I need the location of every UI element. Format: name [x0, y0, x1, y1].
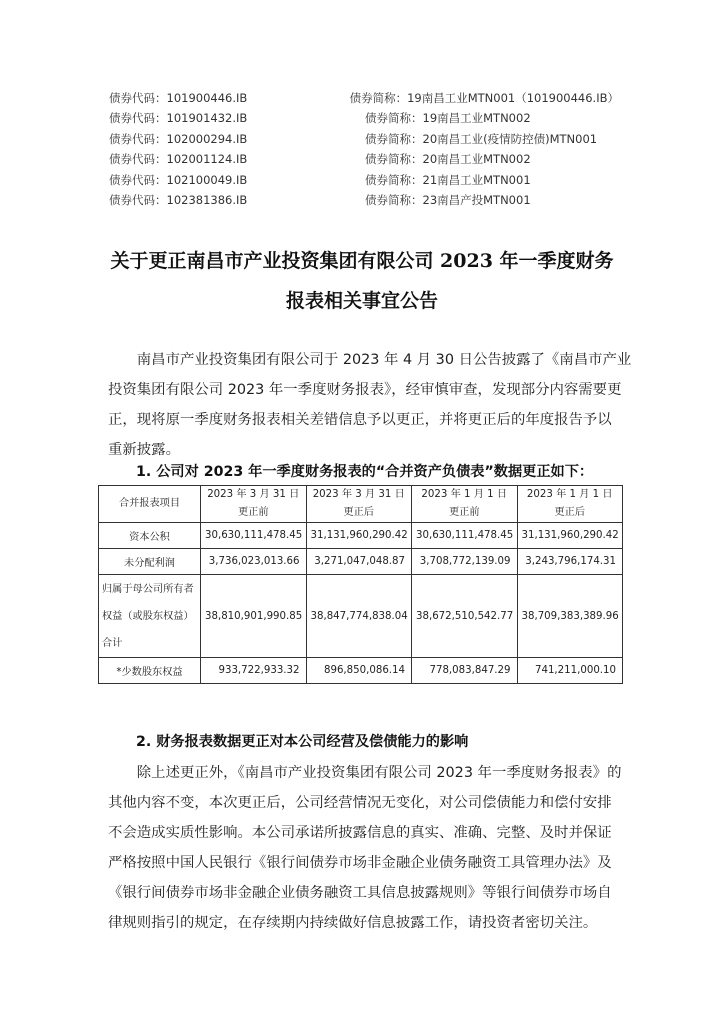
section-1-heading: 1. 公司对 2023 年一季度财务报表的“合并资产负债表”数据更正如下：	[136, 464, 594, 480]
header-status: 更正后	[554, 507, 586, 518]
row-item: 未分配利润	[99, 549, 201, 575]
bond-short-name: 债券简称：20南昌工业MTN002	[365, 152, 531, 167]
value-cell: 30,630,111,478.45	[412, 523, 518, 549]
section-2-paragraph	[108, 758, 622, 938]
bond-short-name: 债券简称：21南昌工业MTN001	[365, 172, 531, 187]
value-cell: 3,243,796,174.31	[517, 549, 623, 575]
header-cell	[412, 486, 518, 523]
paragraph-line: 律规则指引的规定，在存续期内持续做好信息披露工作，请投资者密切关注。	[108, 915, 598, 931]
bond-short-name: 债券简称：20南昌工业(疫情防控债)MTN001	[365, 131, 598, 146]
bond-code: 债券代码：102000294.IB	[109, 131, 248, 146]
value-cell: 3,271,047,048.87	[306, 549, 412, 575]
paragraph-line: 重新披露。	[108, 442, 180, 458]
bond-short-name: 债券简称：19南昌工业MTN002	[365, 111, 531, 126]
table-row	[99, 575, 623, 658]
row-item: 归属于母公司所有者权益（或股东权益）合计	[99, 575, 201, 658]
value-cell: 933,722,933.32	[201, 658, 307, 684]
value-cell: 38,709,383,389.96	[517, 575, 623, 658]
header-cell	[201, 486, 307, 523]
value-cell: 31,131,960,290.42	[306, 523, 412, 549]
bond-short-name: 债券简称：23南昌产投MTN001	[365, 192, 531, 207]
value-cell: 896,850,086.14	[306, 658, 412, 684]
header-date: 2023 年 3 月 31 日	[312, 489, 405, 500]
value-cell: 30,630,111,478.45	[201, 523, 307, 549]
value-cell: 38,672,510,542.77	[412, 575, 518, 658]
header-status: 更正后	[343, 507, 375, 518]
bond-code: 债券代码：102381386.IB	[109, 192, 248, 207]
header-date: 2023 年 3 月 31 日	[207, 489, 300, 500]
row-item: *少数股东权益	[99, 658, 201, 684]
value-cell: 778,083,847.29	[412, 658, 518, 684]
bond-code-row	[109, 129, 619, 149]
document-title-line-2: 报表相关事宜公告	[285, 290, 438, 312]
value-cell: 38,810,901,990.85	[201, 575, 307, 658]
header-item: 合并报表项目	[99, 486, 201, 523]
balance-sheet-correction-table	[98, 485, 623, 684]
paragraph-line: 严格按照中国人民银行《银行间债券市场非金融企业债务融资工具管理办法》及	[108, 855, 612, 871]
header-status: 更正前	[448, 507, 480, 518]
bond-code: 债券代码：101900446.IB	[109, 91, 248, 105]
bond-code-row	[109, 149, 619, 169]
table-header-row	[99, 486, 623, 523]
value-cell: 3,736,023,013.66	[201, 549, 307, 575]
header-date: 2023 年 1 月 1 日	[421, 489, 508, 500]
bond-code-row	[109, 190, 619, 210]
header-status: 更正前	[237, 507, 269, 518]
header-cell	[517, 486, 623, 523]
paragraph-line: 其他内容不变，本次更正后，公司经营情况无变化，对公司偿债能力和偿付安排	[108, 795, 612, 811]
bond-code-row	[109, 88, 619, 108]
section-2-heading: 2. 财务报表数据更正对本公司经营及偿债能力的影响	[136, 734, 469, 750]
value-cell: 38,847,774,838.04	[306, 575, 412, 658]
intro-paragraph	[108, 345, 632, 465]
paragraph-line: 《银行间债券市场非金融企业债务融资工具信息披露规则》等银行间债券市场自	[108, 885, 612, 901]
bond-short-name: 债券简称：19南昌工业MTN001（101900446.IB）	[349, 91, 619, 105]
table-row	[99, 658, 623, 684]
paragraph-line: 除上述更正外，《南昌市产业投资集团有限公司 2023 年一季度财务报表》的	[108, 765, 622, 781]
bond-code: 债券代码：101901432.IB	[109, 111, 248, 126]
paragraph-line: 不会造成实质性影响。本公司承诺所披露信息的真实、准确、完整、及时并保证	[108, 825, 612, 841]
header-date: 2023 年 1 月 1 日	[526, 489, 613, 500]
bond-code-row	[109, 170, 619, 190]
paragraph-line: 投资集团有限公司 2023 年一季度财务报表》，经审慎审查，发现部分内容需要更	[108, 382, 622, 398]
paragraph-line: 正，现将原一季度财务报表相关差错信息予以更正，并将更正后的年度报告予以	[108, 412, 612, 428]
paragraph-line: 南昌市产业投资集团有限公司于 2023 年 4 月 30 日公告披露了《南昌市产业	[108, 352, 632, 368]
table-row	[99, 549, 623, 575]
bond-code-list	[109, 88, 619, 210]
header-cell	[306, 486, 412, 523]
row-item: 资本公积	[99, 523, 201, 549]
bond-code: 债券代码：102001124.IB	[109, 152, 248, 167]
table-row	[99, 523, 623, 549]
document-title-line-1: 关于更正南昌市产业投资集团有限公司 2023 年一季度财务	[110, 250, 614, 272]
value-cell: 741,211,000.10	[517, 658, 623, 684]
bond-code: 债券代码：102100049.IB	[109, 172, 248, 187]
value-cell: 31,131,960,290.42	[517, 523, 623, 549]
value-cell: 3,708,772,139.09	[412, 549, 518, 575]
bond-code-row	[109, 108, 619, 128]
